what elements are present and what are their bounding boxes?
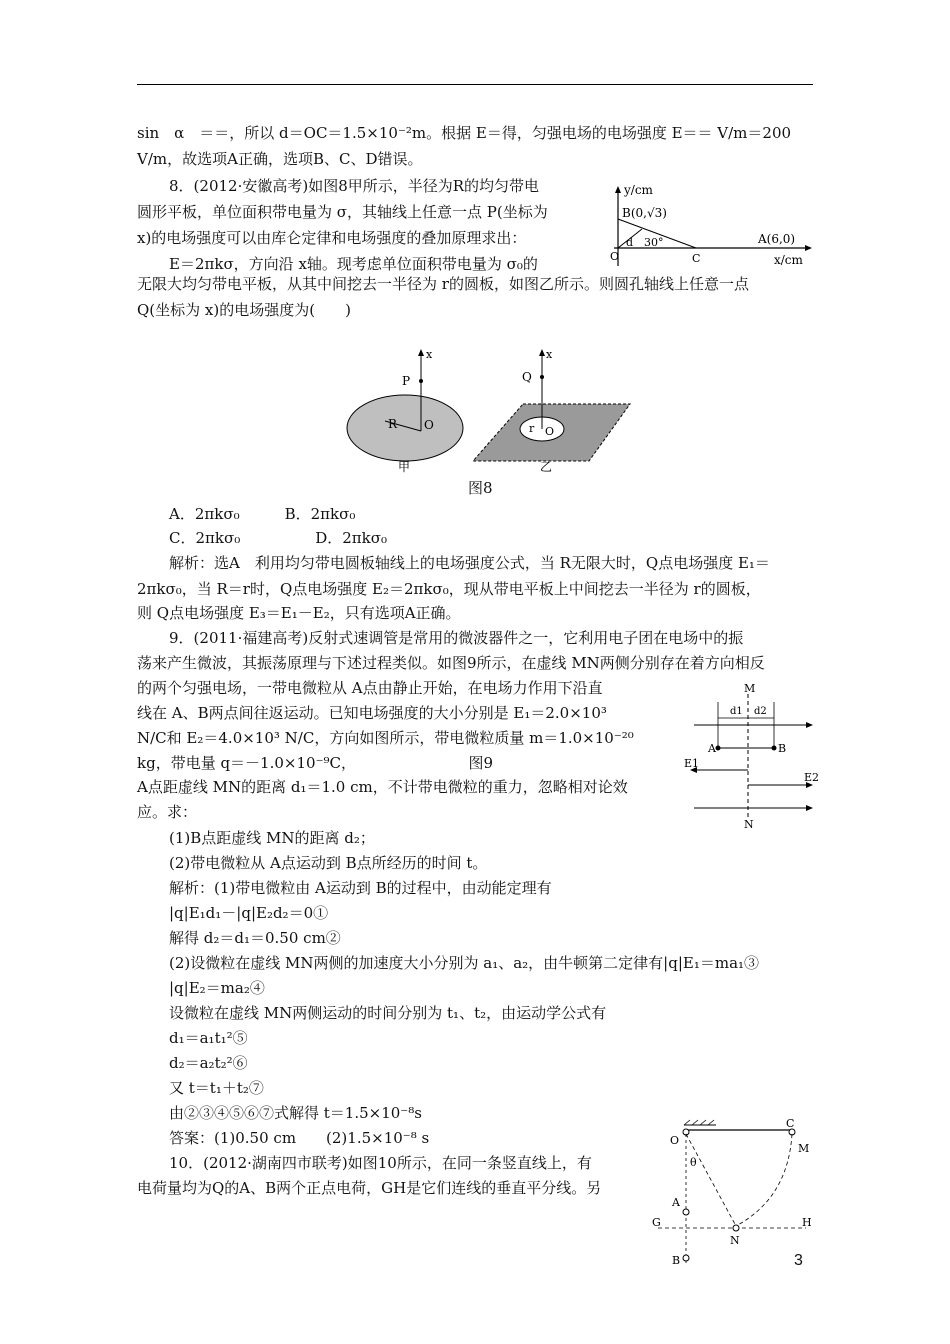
figure-10 [648, 1118, 818, 1268]
text-line: 解析：选A 利用均匀带电圆板轴线上的电场强度公式，当 R无限大时，Q点电场强度 E₁＝ [169, 554, 770, 572]
o-label: O [670, 1134, 680, 1147]
figure-8-caption: 图8 [468, 479, 493, 497]
coordinate-figure [608, 184, 814, 270]
text-line: 荡来产生微波，其振荡原理与下述过程类似。如图9所示，在虚线 MN两侧分别存在着方向相反 [137, 654, 765, 672]
figure-9 [680, 680, 820, 830]
a-label: A [708, 742, 716, 755]
text-line: N/C和 E₂＝4.0×10³ N/C，方向如图所示，带电微粒质量 m＝1.0×10⁻²⁰ [137, 729, 634, 747]
origin-label: O [545, 425, 555, 438]
g-label: G [652, 1216, 661, 1229]
point-p-label: P [402, 374, 411, 388]
text-line: sin α ＝＝，所以 d＝OC＝1.5×10⁻²m。根据 E＝得，匀强电场的电场强度 E＝＝ V/m＝200 [137, 124, 792, 142]
d1-label: d1 [730, 706, 743, 717]
m-label: M [744, 682, 756, 695]
radius-r-label: r [529, 422, 535, 435]
d2-label: d2 [754, 706, 767, 717]
e2-label: E2 [804, 771, 820, 784]
text-line: (2)设微粒在虚线 MN两侧的加速度大小分别为 a₁、a₂，由牛顿第二定律有|q|E₁＝ma₁③ [169, 954, 760, 972]
h-label: H [802, 1216, 812, 1229]
text-line: 10．(2012·湖南四市联考)如图10所示，在同一条竖直线上，有 [169, 1154, 592, 1172]
text-line: Q(坐标为 x)的电场强度为( ) [137, 301, 351, 319]
text-line: kg，带电量 q＝－1.0×10⁻⁹C， 图9 [137, 754, 494, 772]
y-axis-label: y/cm [624, 184, 653, 197]
equation-line: d₂＝a₂t₂²⑥ [169, 1054, 248, 1072]
b-label: B [778, 742, 787, 755]
text-line: A点距虚线 MN的距离 d₁＝1.0 cm，不计带电微粒的重力，忽略相对论效 [137, 778, 628, 796]
text-line: (1)B点距虚线 MN的距离 d₂； [169, 829, 375, 847]
text-line: 无限大均匀带电平板，从其中间挖去一半径为 r的圆板，如图乙所示。则圆孔轴线上任意一点 [137, 275, 749, 293]
equation-line: |q|E₂＝ma₂④ [169, 979, 265, 997]
text-line: 圆形平板，单位面积带电量为 σ，其轴线上任意一点 P(坐标为 [137, 203, 548, 221]
x-axis-label: x/cm [774, 253, 803, 267]
text-line: 线在 A、B两点间往返运动。已知电场强度的大小分别是 E₁＝2.0×10³ [137, 704, 607, 722]
equation-line: 解得 d₂＝d₁＝0.50 cm② [169, 929, 341, 947]
origin-label: O [424, 418, 434, 432]
b-label: B [672, 1254, 681, 1267]
point-b-label: B(0,√3) [622, 206, 667, 220]
text-line: 设微粒在虚线 MN两侧运动的时间分别为 t₁、t₂，由运动学公式有 [169, 1004, 607, 1022]
figure-8-yi [470, 345, 650, 475]
point-q-label: Q [522, 370, 532, 384]
text-line: V/m，故选项A正确，选项B、C、D错误。 [137, 150, 423, 168]
page-number: 3 [794, 1252, 803, 1269]
yi-label: 乙 [540, 460, 553, 474]
text-line: 由②③④⑤⑥⑦式解得 t＝1.5×10⁻⁸s [169, 1104, 422, 1122]
equation-line: |q|E₁d₁－|q|E₂d₂＝0① [169, 904, 329, 922]
m-label: M [798, 1142, 810, 1155]
text-line: (2)带电微粒从 A点运动到 B点所经历的时间 t。 [169, 854, 488, 872]
x-axis-label: x [426, 348, 433, 361]
text-line: 9．(2011·福建高考)反射式速调管是常用的微波器件之一，它利用电子团在电场中的振 [169, 629, 744, 647]
text-line: 解析：(1)带电微粒由 A运动到 B的过程中，由动能定理有 [169, 879, 552, 897]
equation-line: 又 t＝t₁＋t₂⑦ [169, 1079, 264, 1097]
jia-label: 甲 [398, 460, 411, 474]
n-label: N [744, 818, 754, 830]
text-line: 电荷量均为Q的A、B两个正点电荷，GH是它们连线的垂直平分线。另 [137, 1179, 602, 1197]
header-rule [137, 84, 813, 85]
theta-label: θ [690, 1156, 697, 1169]
origin-label: O [610, 250, 620, 263]
text-line: E＝2πkσ，方向沿 x轴。现考虑单位面积带电量为 σ₀的 [169, 255, 538, 273]
point-a-label: A(6,0) [758, 232, 796, 246]
answer-line: 答案：(1)0.50 cm (2)1.5×10⁻⁸ s [169, 1129, 430, 1147]
c-label: C [786, 1118, 795, 1130]
option-line: C．2πkσ₀ D．2πkσ₀ [169, 529, 387, 547]
e1-label: E1 [684, 757, 700, 770]
equation-line: d₁＝a₁t₁²⑤ [169, 1029, 248, 1047]
n-label: N [730, 1234, 740, 1247]
a-label: A [672, 1196, 680, 1209]
d-label: d [626, 236, 634, 249]
x-axis-label: x [546, 348, 553, 361]
text-line: 则 Q点电场强度 E₃＝E₁－E₂，只有选项A正确。 [137, 604, 461, 622]
text-line: 8．(2012·安徽高考)如图8甲所示，半径为R的均匀带电 [169, 177, 540, 195]
point-c-label: C [692, 252, 701, 265]
angle-label: 30° [644, 236, 664, 249]
text-line: x)的电场强度可以由库仑定律和电场强度的叠加原理求出： [137, 229, 527, 247]
option-line: A．2πkσ₀ B．2πkσ₀ [169, 505, 356, 523]
radius-r-label: R [388, 417, 398, 431]
text-line: 2πkσ₀，当 R＝r时，Q点电场强度 E₂＝2πkσ₀，现从带电平板上中间挖去一半径为 r的圆板， [137, 580, 761, 598]
text-line: 的两个匀强电场，一带电微粒从 A点由静止开始，在电场力作用下沿直 [137, 679, 603, 697]
text-line: 应。求： [137, 803, 198, 821]
